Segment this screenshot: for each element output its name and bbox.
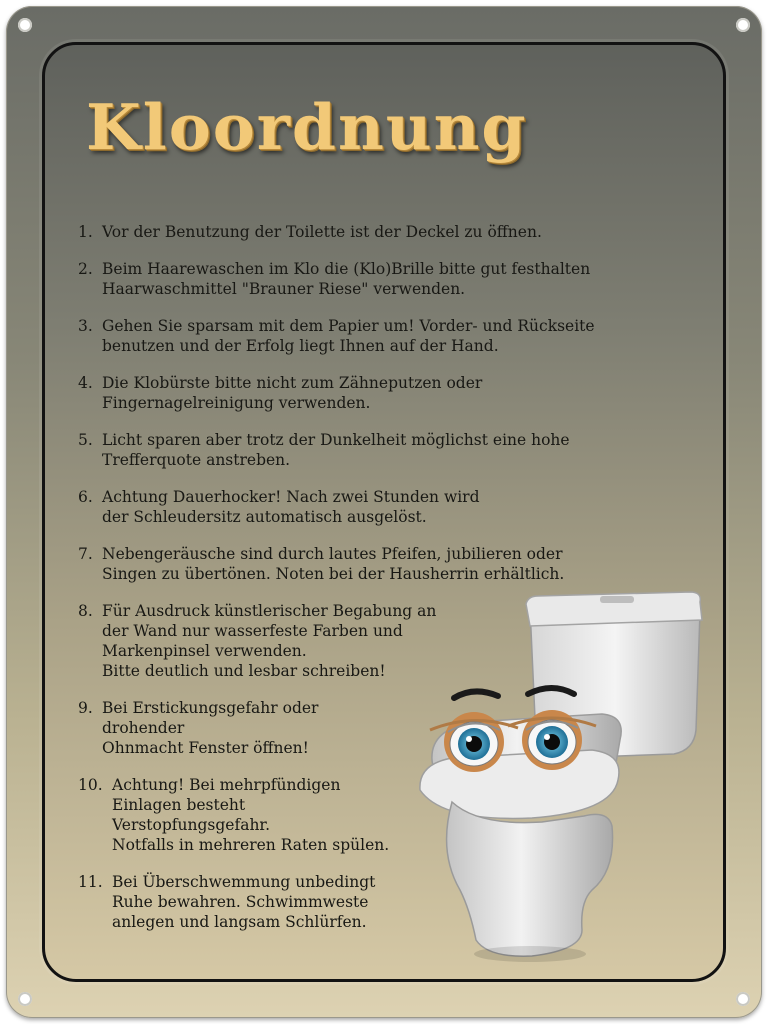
mounting-hole-icon	[18, 992, 32, 1006]
rule-text: Für Ausdruck künstlerischer Begabung an der Wand nur wasserfeste Farben und Markenpinsel verwenden. Bitte deutlich und lesbar schreiben!	[102, 602, 437, 680]
toilet-illustration	[412, 590, 712, 965]
rule-number: 5.	[78, 431, 93, 449]
rule-item	[78, 316, 688, 356]
rule-text: Achtung Dauerhocker! Nach zwei Stunden wird der Schleudersitz automatisch ausgelöst.	[102, 488, 480, 526]
rule-text: Beim Haarewaschen im Klo die (Klo)Brille bitte gut festhalten Haarwaschmittel "Brauner Riese" verwenden.	[102, 260, 591, 298]
rule-number: 4.	[78, 374, 93, 392]
rule-item	[78, 222, 688, 242]
rule-number: 3.	[78, 317, 93, 335]
rule-text: Bei Erstickungsgefahr oder drohender Ohnmacht Fenster öffnen!	[102, 699, 319, 757]
mounting-hole-icon	[736, 18, 750, 32]
mounting-hole-icon	[736, 992, 750, 1006]
rule-text: Vor der Benutzung der Toilette ist der Deckel zu öffnen.	[102, 223, 542, 241]
mounting-hole-icon	[18, 18, 32, 32]
rule-number: 6.	[78, 488, 93, 506]
rule-text: Die Klobürste bitte nicht zum Zähneputzen oder Fingernagelreinigung verwenden.	[102, 374, 483, 412]
rule-item	[78, 373, 688, 413]
rule-text: Bei Überschwemmung unbedingt Ruhe bewahren. Schwimmweste anlegen und langsam Schlürfen.	[112, 873, 376, 931]
rule-number: 2.	[78, 260, 93, 278]
rule-item	[78, 487, 688, 527]
rule-text: Achtung! Bei mehrpfündigen Einlagen besteht Verstopfungsgefahr. Notfalls in mehreren Raten spülen.	[112, 776, 390, 854]
rule-text: Licht sparen aber trotz der Dunkelheit möglichst eine hohe Trefferquote anstreben.	[102, 431, 570, 469]
sign-title: Kloordnung	[86, 90, 528, 164]
rule-number: 10.	[78, 776, 103, 794]
rule-number: 1.	[78, 223, 93, 241]
rule-number: 11.	[78, 873, 103, 891]
rule-text: Nebengeräusche sind durch lautes Pfeifen, jubilieren oder Singen zu übertönen. Noten bei der Hausherrin erhältlich.	[102, 545, 565, 583]
rule-number: 9.	[78, 699, 93, 717]
rule-text: Gehen Sie sparsam mit dem Papier um! Vorder- und Rückseite benutzen und der Erfolg liegt Ihnen auf der Hand.	[102, 317, 595, 355]
rule-item	[78, 544, 688, 584]
rule-number: 7.	[78, 545, 93, 563]
rule-item	[78, 259, 688, 299]
rule-number: 8.	[78, 602, 93, 620]
rule-item	[78, 430, 688, 470]
